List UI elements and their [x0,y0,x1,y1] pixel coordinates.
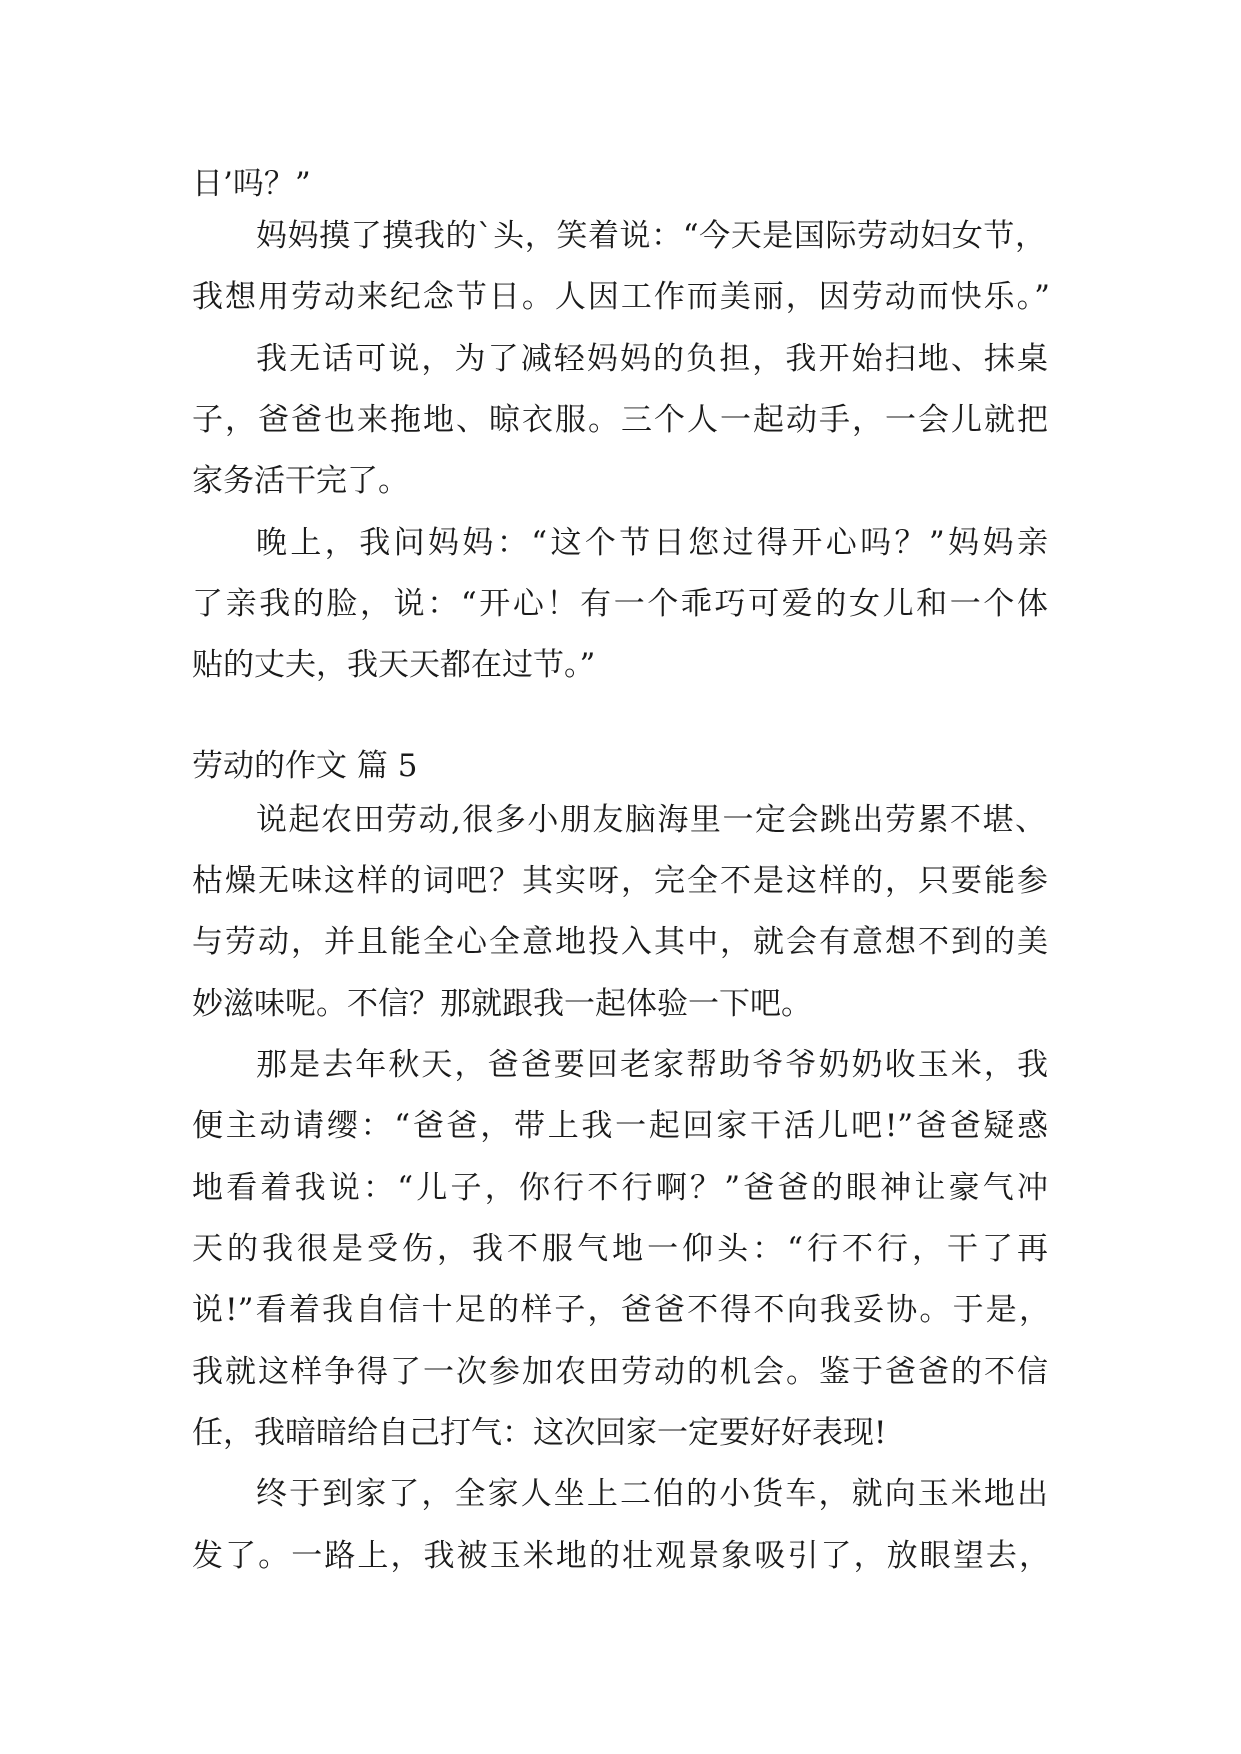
paragraph-text: 与劳动，并且能全心全意地投入其中，就会有意想不到的美 [192,924,1048,960]
paragraph-text: 说起农田劳动,很多小朋友脑海里一定会跳出劳累不堪、 [256,802,1046,838]
paragraph-text: 说!”看着我自信十足的样子，爸爸不得不向我妥协。于是， [192,1292,1050,1328]
paragraph-text: 晚上，我问妈妈：“这个节日您过得开心吗？”妈妈亲 [256,525,1048,561]
text-line [0,1405,1241,1461]
paragraph-text: 子，爸爸也来拖地、晾衣服。三个人一起动手，一会儿就把 [192,402,1048,438]
text-line [0,792,1241,848]
text-line [0,331,1241,387]
text-line [0,269,1241,325]
paragraph-text: 任，我暗暗给自己打气：这次回家一定要好好表现! [192,1415,887,1451]
text-line [0,976,1241,1032]
text-line [0,453,1241,509]
text-line [0,1282,1241,1338]
paragraph-text: 地看着我说：“儿子，你行不行啊？”爸爸的眼神让豪气冲 [192,1170,1048,1206]
text-line [0,914,1241,970]
paragraph-text: 妙滋味呢。不信？那就跟我一起体验一下吧。 [192,986,812,1022]
text-line [0,515,1241,571]
paragraph-text: 终于到家了，全家人坐上二伯的小货车，就向玉米地出 [256,1476,1048,1512]
text-line [0,1160,1241,1216]
text-line [0,208,1241,264]
paragraph-text: 那是去年秋天，爸爸要回老家帮助爷爷奶奶收玉米，我 [256,1047,1048,1083]
text-line [0,1528,1241,1584]
text-line [0,637,1241,693]
paragraph-text: 枯燥无味这样的词吧？其实呀，完全不是这样的，只要能参 [192,863,1048,899]
text-line [0,1098,1241,1154]
text-line [0,392,1241,448]
text-line [0,1344,1241,1400]
paragraph-text: 我就这样争得了一次参加农田劳动的机会。鉴于爸爸的不信 [192,1354,1048,1390]
paragraph-text: 贴的丈夫，我天天都在过节。” [192,647,596,683]
paragraph-text: 了亲我的脸，说：“开心！有一个乖巧可爱的女儿和一个体 [192,586,1048,622]
paragraph-text: 便主动请缨：“爸爸，带上我一起回家干活儿吧!”爸爸疑惑 [192,1108,1048,1144]
paragraph-text: 我想用劳动来纪念节日。人因工作而美丽，因劳动而快乐。” [192,279,1050,315]
section-heading-line [0,738,1241,794]
paragraph-text: 天的我很是受伤，我不服气地一仰头：“行不行，干了再 [192,1231,1048,1267]
text-line [0,1037,1241,1093]
paragraph-text: 日’吗？” [192,166,311,202]
text-line [0,1221,1241,1277]
text-line [0,576,1241,632]
text-line [0,1466,1241,1522]
section-heading: 劳动的作文 篇 5 [192,748,418,784]
paragraph-text: 妈妈摸了摸我的`头，笑着说：“今天是国际劳动妇女节， [256,218,1046,254]
paragraph-text: 发了。一路上，我被玉米地的壮观景象吸引了，放眼望去， [192,1538,1050,1574]
text-line [0,853,1241,909]
text-line [0,156,1241,212]
paragraph-text: 家务活干完了。 [192,463,409,499]
paragraph-text: 我无话可说，为了减轻妈妈的负担，我开始扫地、抹桌 [256,341,1048,377]
